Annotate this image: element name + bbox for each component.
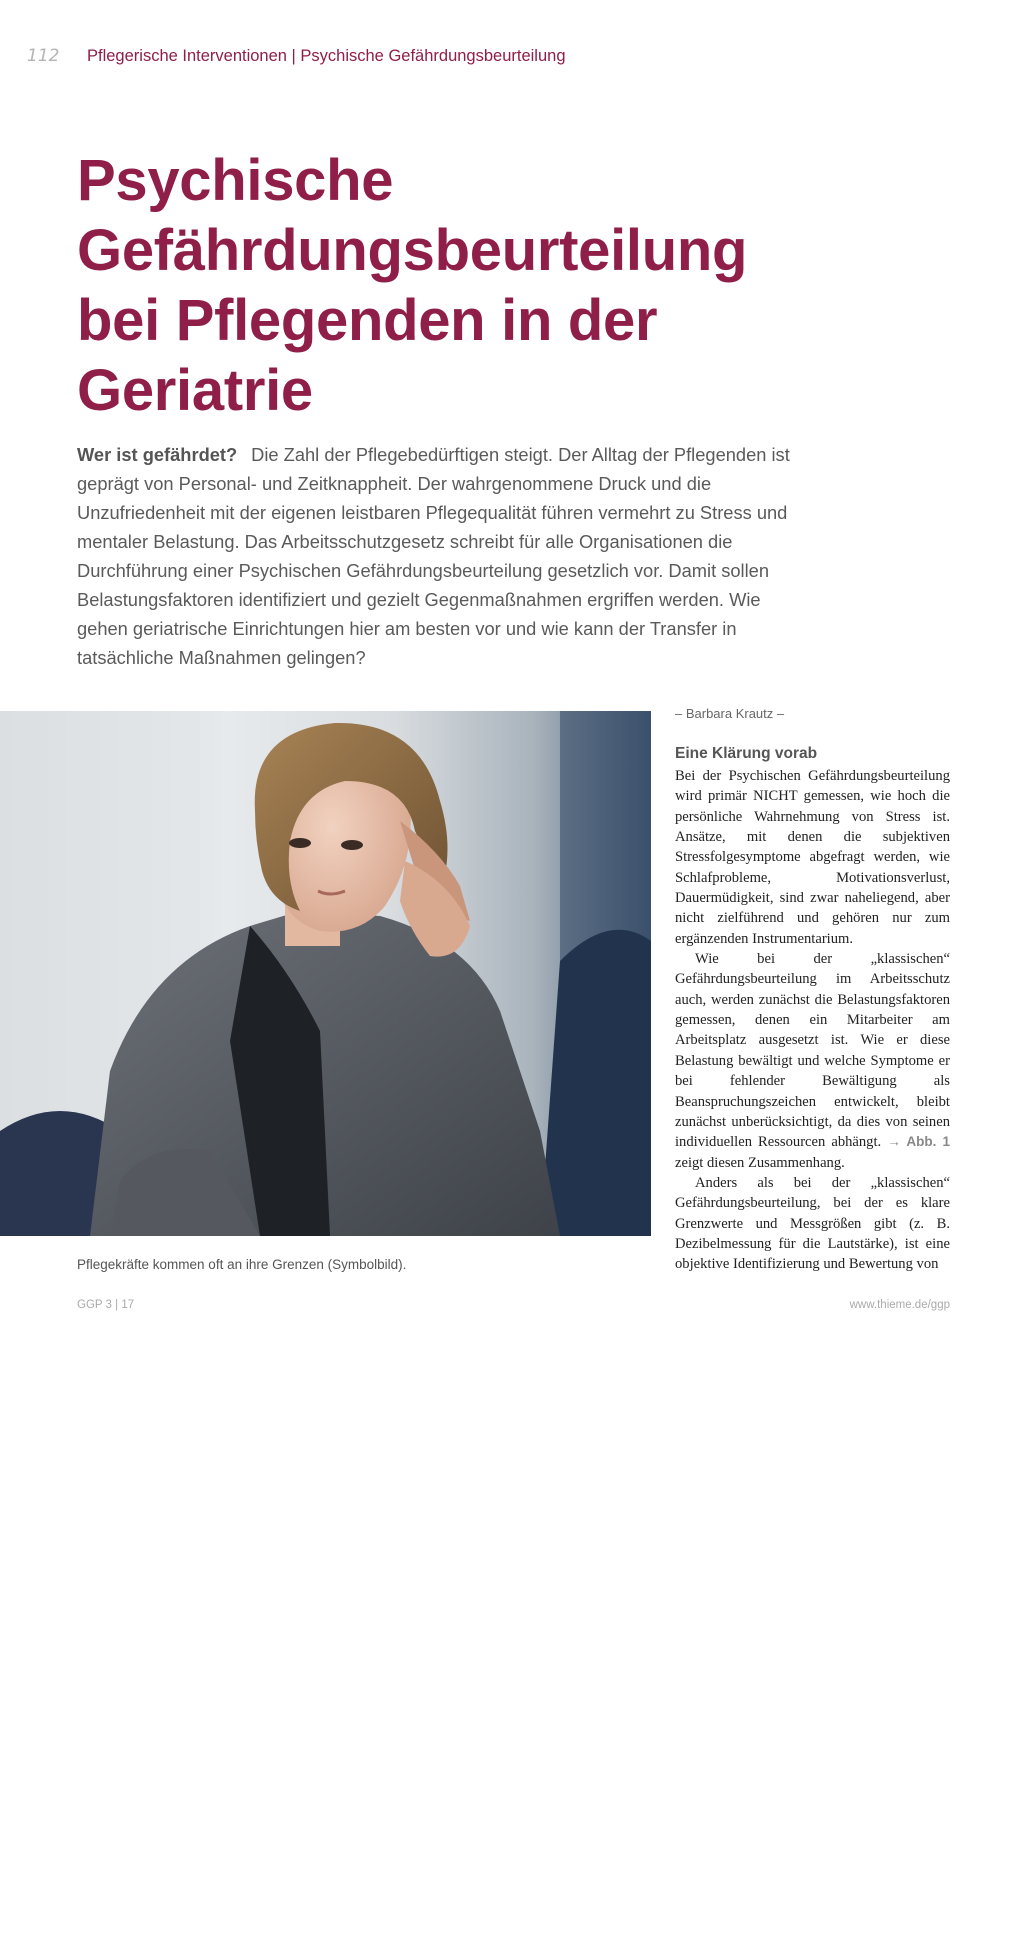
running-title: Pflegerische Interventionen | Psychische Gefährdungsbeurteilung: [87, 46, 566, 65]
author-byline: – Barbara Krautz –: [675, 706, 785, 721]
body-column: [675, 744, 950, 1275]
body-text: zeigt diesen Zusammenhang.: [675, 1154, 845, 1171]
journal-url[interactable]: www.thieme.de/ggp: [849, 1299, 950, 1311]
figure-reference-link[interactable]: → Abb. 1: [887, 1134, 950, 1150]
title-line: bei Pflegenden in der: [77, 288, 658, 353]
lead-paragraph: [77, 440, 802, 672]
photo-caption: Pflegekräfte kommen oft an ihre Grenzen (Symbolbild).: [77, 1257, 407, 1272]
title-line: Geriatrie: [77, 358, 313, 423]
body-paragraph: [675, 949, 950, 1173]
body-paragraph: Anders als bei der „klassischen“ Gefährdungsbeurteilung, bei der es klare Grenzwerte und Messgrößen gibt (z. B. Dezibelmessung für die Lautstärke), ist eine objektive Identifizierung und Bewertung von: [675, 1174, 950, 1273]
title-line: Gefährdungsbeurteilung: [77, 218, 748, 283]
photo-credit: Paavo Blåfield: [631, 1869, 642, 1941]
body-paragraph: Bei der Psychischen Gefährdungsbeurteilung wird primär NICHT gemessen, wie hoch die persönliche Wahrnehmung von Stress ist. Ansätze, mit denen die subjektiven Stressfolgesymptome abgefragt werden, wie Schlafprobleme, Motivationsverlust, Dauermüdigkeit, sind zwar naheliegend, aber nicht zielführend und gehören nur zum ergänzenden Instrumentarium.: [675, 768, 950, 947]
running-header: [27, 44, 566, 68]
body-text: Wie bei der „klassischen“ Gefährdungsbeurteilung im Arbeitsschutz auch, werden zunächst die Belastungsfaktoren gemessen, denen ein Mitarbeiter am Arbeitsplatz ausgesetzt ist. Wie er diese Belastung bewältigt und welche Symptome er bei fehlender Bewältigung als Beanspruchungszeichen entwickelt, bleibt zunächst unberücksichtigt, da dies von seinen individuellen Ressourcen abhängt.: [675, 951, 950, 1151]
title-line: Psychische: [77, 148, 394, 213]
section-heading: Eine Klärung vorab: [675, 745, 818, 762]
lead-text: Die Zahl der Pflegebedürftigen steigt. Der Alltag der Pflegenden ist geprägt von Personal- und Zeitknappheit. Der wahrgenommene Druck und die Unzufriedenheit mit der eigenen leistbaren Pflegequalität führen vermehrt zu Stress und mentaler Belastung. Das Arbeitsschutzgesetz schreibt für alle Organisationen die Durchführung einer Psychischen Gefährdungsbeurteilung gesetzlich vor. Damit sollen Belastungsfaktoren identifiziert und gezielt Gegenmaßnahmen ergriffen werden. Wie gehen geriatrische Einrichtungen hier am besten vor und wie kann der Transfer in tatsächliche Maßnahmen gelingen?: [77, 444, 790, 668]
lead-kicker: Wer ist gefährdet?: [77, 444, 238, 465]
article-title: [77, 146, 857, 426]
page-number: 112: [27, 46, 60, 66]
woman-photo-illustration: [0, 711, 651, 1236]
journal-issue: GGP 3 | 17: [77, 1299, 135, 1311]
